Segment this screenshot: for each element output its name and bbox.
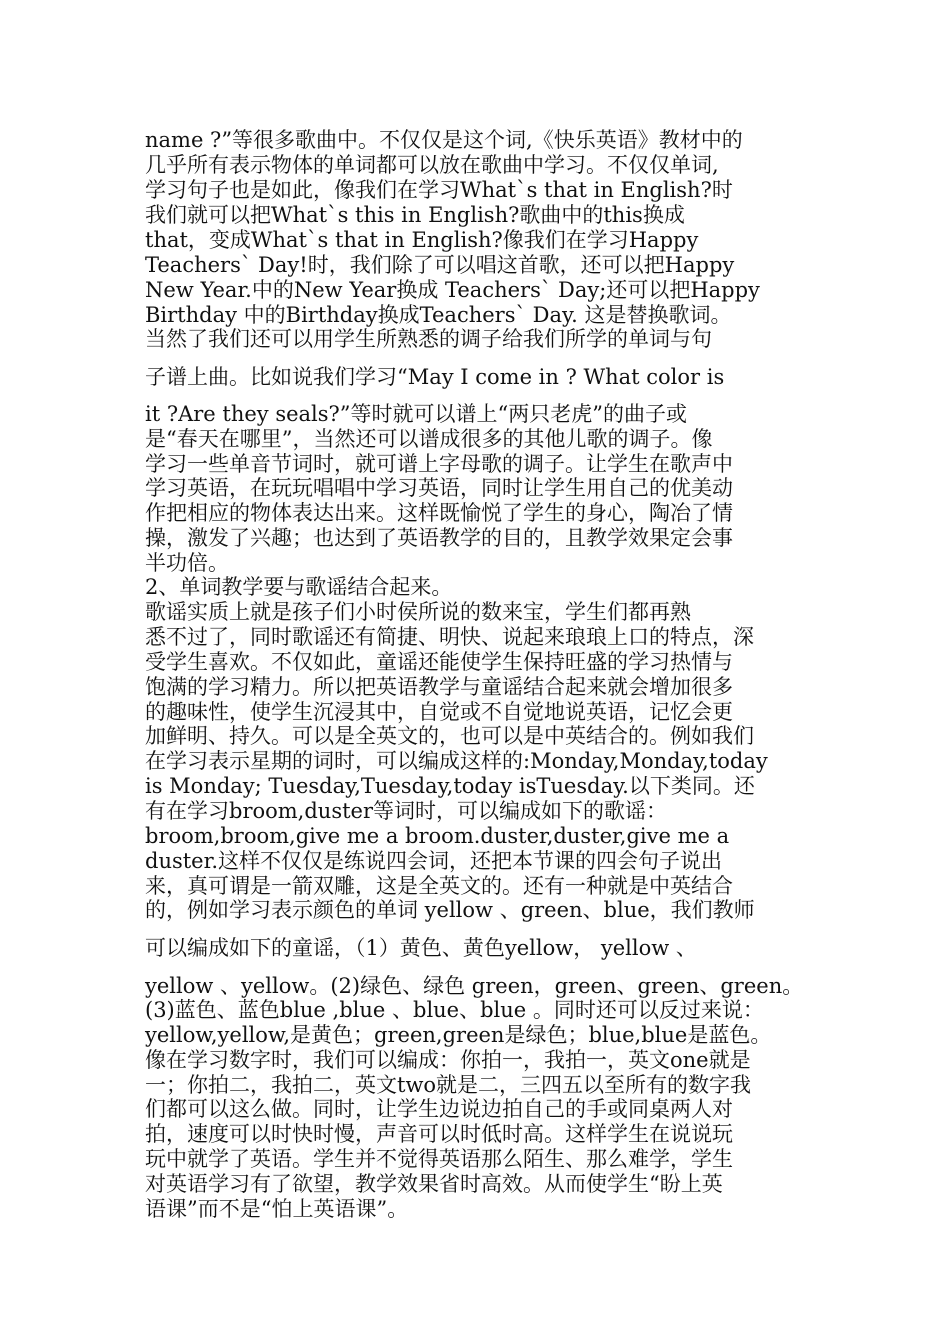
text-line: 是“春天在哪里”，当然还可以谱成很多的其他儿歌的调子。像: [145, 427, 713, 451]
text-line: 玩中就学了英语。学生并不觉得英语那么陌生、那么难学，学生: [145, 1147, 733, 1171]
text-line: yellow,yellow,是黄色；green,green是绿色；blue,blue是蓝色。: [145, 1023, 772, 1047]
text-line: 半功倍。: [145, 551, 229, 575]
text-line: 对英语学习有了欲望，教学效果省时高效。从而使学生“盼上英: [145, 1172, 723, 1196]
text-line: 学习句子也是如此，像我们在学习What`s that in English?时: [145, 178, 733, 202]
text-line: broom,broom,give me a broom.duster,duster,give me a: [145, 824, 730, 848]
text-line: 悉不过了，同时歌谣还有简捷、明快、说起来琅琅上口的特点，深: [145, 625, 754, 649]
text-line: name ?”等很多歌曲中。不仅仅是这个词,《快乐英语》教材中的: [145, 128, 743, 152]
text-line: 语课”而不是“怕上英语课”。: [145, 1197, 409, 1221]
text-line: 歌谣实质上就是孩子们小时侯所说的数来宝，学生们都再熟: [145, 600, 691, 624]
text-line: 拍，速度可以时快时慢，声音可以时低时高。这样学生在说说玩: [145, 1122, 733, 1146]
text-line: 可以编成如下的童谣，（1）黄色、黄色yellow， yellow 、: [145, 936, 697, 960]
text-line: 几乎所有表示物体的单词都可以放在歌曲中学习。不仅仅单词,: [145, 153, 719, 177]
text-line: yellow 、yellow。(2)绿色、绿色 green，green、green、green。: [145, 974, 804, 998]
text-line: 学习英语，在玩玩唱唱中学习英语，同时让学生用自己的优美动: [145, 476, 733, 500]
text-line: 们都可以这么做。同时，让学生边说边拍自己的手或同桌两人对: [145, 1097, 733, 1121]
text-line: 一；你拍二，我拍二，英文two就是二，三四五以至所有的数字我: [145, 1073, 752, 1097]
text-line: duster.这样不仅仅是练说四会词，还把本节课的四会句子说出: [145, 849, 723, 873]
text-line: 学习一些单音节词时，就可谱上字母歌的调子。让学生在歌声中: [145, 452, 733, 476]
text-line: 操，激发了兴趣；也达到了英语教学的目的，且教学效果定会事: [145, 526, 733, 550]
text-line: 我们就可以把What`s this in English?歌曲中的this换成: [145, 203, 685, 227]
text-line: 受学生喜欢。不仅如此，童谣还能使学生保持旺盛的学习热情与: [145, 650, 733, 674]
text-line: (3)蓝色、蓝色blue ,blue 、blue、blue 。同时还可以反过来说：: [145, 998, 764, 1022]
text-line: that，变成What`s that in English?像我们在学习Happy: [145, 228, 699, 252]
text-line: 来，真可谓是一箭双雕，这是全英文的。还有一种就是中英结合: [145, 874, 733, 898]
text-line: Teachers` Day!时，我们除了可以唱这首歌，还可以把Happy: [145, 253, 735, 277]
text-line: New Year.中的New Year换成 Teachers` Day;还可以把Happy: [145, 278, 760, 302]
text-line: 加鲜明、持久。可以是全英文的，也可以是中英结合的。例如我们: [145, 724, 754, 748]
text-line: Birthday 中的Birthday换成Teachers` Day. 这是替换歌词。: [145, 303, 732, 327]
text-line: 的趣味性，使学生沉浸其中，自觉或不自觉地说英语，记忆会更: [145, 700, 733, 724]
text-line: it ?Are they seals?”等时就可以谱上“两只老虎”的曲子或: [145, 402, 688, 426]
section-heading: 2、单词教学要与歌谣结合起来。: [145, 575, 453, 599]
text-line: 当然了我们还可以用学生所熟悉的调子给我们所学的单词与句: [145, 327, 712, 351]
text-line: 子谱上曲。比如说我们学习“May I come in ? What color is: [145, 365, 725, 389]
text-line: 饱满的学习精力。所以把英语教学与童谣结合起来就会增加很多: [145, 675, 733, 699]
text-line: 像在学习数字时，我们可以编成：你拍一，我拍一，英文one就是: [145, 1048, 751, 1072]
text-line: 的，例如学习表示颜色的单词 yellow 、green、blue，我们教师: [145, 898, 755, 922]
text-line: is Monday; Tuesday,Tuesday,today isTuesday.以下类同。还: [145, 774, 755, 798]
text-line: 有在学习broom,duster等词时，可以编成如下的歌谣：: [145, 799, 668, 823]
text-line: 在学习表示星期的词时，可以编成这样的:Monday,Monday,today: [145, 749, 768, 773]
text-line: 作把相应的物体表达出来。这样既愉悦了学生的身心，陶冶了情: [145, 501, 733, 525]
